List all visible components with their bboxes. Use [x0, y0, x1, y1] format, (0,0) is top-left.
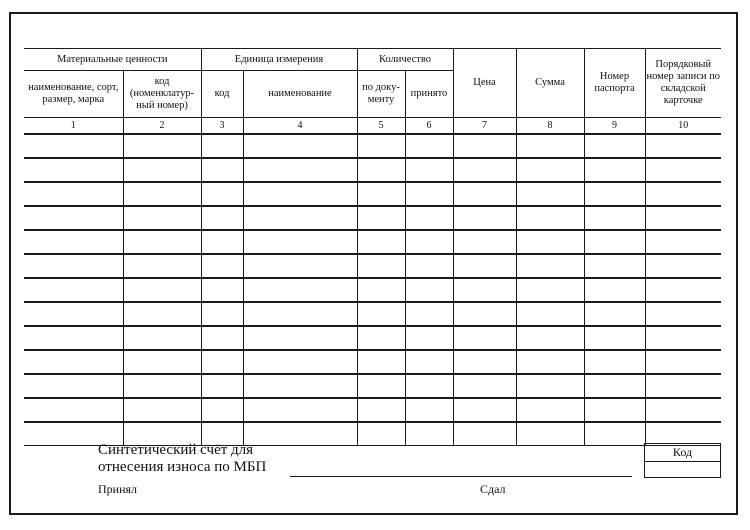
table-cell[interactable] — [453, 350, 516, 374]
table-cell[interactable] — [405, 230, 453, 254]
table-cell[interactable] — [645, 206, 721, 230]
table-cell[interactable] — [405, 350, 453, 374]
table-cell[interactable] — [201, 326, 243, 350]
table-cell[interactable] — [243, 350, 357, 374]
table-cell[interactable] — [201, 350, 243, 374]
table-cell[interactable] — [123, 134, 201, 158]
table-cell[interactable] — [357, 398, 405, 422]
footer-title-line1: Синтетический счёт для — [98, 442, 254, 458]
table-cell[interactable] — [24, 302, 123, 326]
header-price: Цена — [453, 49, 516, 118]
table-cell[interactable] — [243, 206, 357, 230]
table-cell[interactable] — [123, 206, 201, 230]
table-cell[interactable] — [516, 230, 584, 254]
table-cell[interactable] — [123, 278, 201, 302]
table-row — [24, 398, 721, 422]
table-cell[interactable] — [243, 254, 357, 278]
table-cell[interactable] — [584, 182, 645, 206]
table-cell[interactable] — [24, 254, 123, 278]
table-cell[interactable] — [243, 302, 357, 326]
table-cell[interactable] — [584, 278, 645, 302]
table-cell[interactable] — [645, 350, 721, 374]
table-cell[interactable] — [357, 134, 405, 158]
table-cell[interactable] — [584, 374, 645, 398]
table-cell[interactable] — [123, 302, 201, 326]
table-cell[interactable] — [357, 254, 405, 278]
table-cell[interactable] — [645, 398, 721, 422]
table-row — [24, 158, 721, 182]
table-cell[interactable] — [243, 182, 357, 206]
table-cell[interactable] — [201, 182, 243, 206]
table-cell[interactable] — [584, 206, 645, 230]
footer-title-line2: отнесения износа по МБП — [98, 459, 267, 475]
table-row — [24, 302, 721, 326]
table-cell[interactable] — [24, 398, 123, 422]
table-cell[interactable] — [584, 398, 645, 422]
table-cell[interactable] — [123, 254, 201, 278]
table-cell[interactable] — [201, 254, 243, 278]
table-cell[interactable] — [584, 302, 645, 326]
table-cell[interactable] — [645, 158, 721, 182]
column-number: 9 — [584, 118, 645, 135]
table-cell[interactable] — [357, 350, 405, 374]
table-cell[interactable] — [357, 422, 405, 446]
table-cell[interactable] — [453, 398, 516, 422]
table-cell[interactable] — [123, 350, 201, 374]
table-cell[interactable] — [24, 374, 123, 398]
header-card: Порядковый номер записи по складской карточке — [645, 49, 721, 118]
table-cell[interactable] — [405, 374, 453, 398]
header-unit-name: наименование — [243, 71, 357, 118]
table-cell[interactable] — [453, 182, 516, 206]
table-cell[interactable] — [24, 350, 123, 374]
table-cell[interactable] — [453, 374, 516, 398]
code-label: Код — [645, 444, 720, 462]
table-cell[interactable] — [405, 278, 453, 302]
column-number: 3 — [201, 118, 243, 135]
column-number: 6 — [405, 118, 453, 135]
table-cell[interactable] — [645, 254, 721, 278]
accepted-label: Принял — [98, 482, 138, 496]
table-row — [24, 134, 721, 158]
table-cell[interactable] — [123, 398, 201, 422]
table-cell[interactable] — [405, 302, 453, 326]
table-cell[interactable] — [405, 158, 453, 182]
column-number: 1 — [24, 118, 123, 135]
table-cell[interactable] — [516, 206, 584, 230]
table-cell[interactable] — [405, 422, 453, 446]
table-cell[interactable] — [357, 182, 405, 206]
header-code: код (номенклатур-ный номер) — [123, 71, 201, 118]
table-cell[interactable] — [645, 182, 721, 206]
footer-title — [98, 442, 266, 476]
column-number: 8 — [516, 118, 584, 135]
table-cell[interactable] — [405, 326, 453, 350]
table-cell[interactable] — [584, 254, 645, 278]
table-cell[interactable] — [201, 158, 243, 182]
table-cell[interactable] — [645, 326, 721, 350]
table-cell[interactable] — [584, 230, 645, 254]
table-row — [24, 206, 721, 230]
table-cell[interactable] — [516, 134, 584, 158]
table-cell[interactable] — [584, 158, 645, 182]
table-cell[interactable] — [453, 278, 516, 302]
table-row — [24, 326, 721, 350]
table-row — [24, 374, 721, 398]
handed-label: Сдал — [480, 482, 506, 496]
table-cell[interactable] — [584, 422, 645, 446]
table-cell[interactable] — [453, 422, 516, 446]
table-cell[interactable] — [123, 326, 201, 350]
column-number: 5 — [357, 118, 405, 135]
table-cell[interactable] — [405, 182, 453, 206]
table-cell[interactable] — [516, 374, 584, 398]
table-cell[interactable] — [405, 206, 453, 230]
table-cell[interactable] — [516, 398, 584, 422]
table-cell[interactable] — [24, 326, 123, 350]
table-cell[interactable] — [453, 254, 516, 278]
header-accepted: принято — [405, 71, 453, 118]
table-row — [24, 254, 721, 278]
table-cell[interactable] — [243, 134, 357, 158]
table-cell[interactable] — [24, 278, 123, 302]
table-cell[interactable] — [516, 302, 584, 326]
table-cell[interactable] — [405, 134, 453, 158]
table-cell[interactable] — [357, 326, 405, 350]
table-cell[interactable] — [201, 134, 243, 158]
table-cell[interactable] — [453, 326, 516, 350]
header-unit-code: код — [201, 71, 243, 118]
table-cell[interactable] — [357, 278, 405, 302]
table-cell[interactable] — [516, 278, 584, 302]
table-cell[interactable] — [243, 158, 357, 182]
table-cell[interactable] — [201, 398, 243, 422]
table-cell[interactable] — [24, 206, 123, 230]
header-name: наименование, сорт, размер, марка — [24, 71, 123, 118]
table-cell[interactable] — [645, 230, 721, 254]
table-cell[interactable] — [357, 206, 405, 230]
signature-line — [290, 476, 632, 477]
table-cell[interactable] — [516, 254, 584, 278]
table-cell[interactable] — [645, 278, 721, 302]
table-cell[interactable] — [645, 302, 721, 326]
code-box — [644, 443, 721, 478]
table-cell[interactable] — [516, 422, 584, 446]
table-cell[interactable] — [405, 398, 453, 422]
table-cell[interactable] — [201, 374, 243, 398]
column-number: 4 — [243, 118, 357, 135]
table-cell[interactable] — [645, 134, 721, 158]
column-number: 7 — [453, 118, 516, 135]
table-cell[interactable] — [357, 302, 405, 326]
table-cell[interactable] — [357, 374, 405, 398]
header-group-quantity: Количество — [357, 49, 453, 71]
materials-table — [24, 48, 721, 446]
table-cell[interactable] — [123, 230, 201, 254]
table-row — [24, 182, 721, 206]
code-value-field[interactable] — [645, 462, 720, 478]
table-cell[interactable] — [453, 230, 516, 254]
column-number: 2 — [123, 118, 201, 135]
table-cell[interactable] — [24, 134, 123, 158]
column-numbers-row — [24, 118, 721, 135]
table-row — [24, 230, 721, 254]
table-cell[interactable] — [584, 350, 645, 374]
column-number: 10 — [645, 118, 721, 135]
header-sum: Сумма — [516, 49, 584, 118]
table-cell[interactable] — [243, 326, 357, 350]
header-by-doc: по доку-менту — [357, 71, 405, 118]
table-cell[interactable] — [357, 158, 405, 182]
table-cell[interactable] — [243, 374, 357, 398]
table-cell[interactable] — [584, 134, 645, 158]
table-cell[interactable] — [243, 278, 357, 302]
table-cell[interactable] — [24, 182, 123, 206]
table-cell[interactable] — [453, 302, 516, 326]
table-cell[interactable] — [584, 326, 645, 350]
table-cell[interactable] — [123, 374, 201, 398]
table-cell[interactable] — [357, 230, 405, 254]
table-cell[interactable] — [123, 158, 201, 182]
table-cell[interactable] — [516, 158, 584, 182]
header-group-unit: Единица измерения — [201, 49, 357, 71]
table-cell[interactable] — [123, 182, 201, 206]
table-cell[interactable] — [201, 230, 243, 254]
table-cell[interactable] — [645, 422, 721, 446]
table-cell[interactable] — [516, 182, 584, 206]
table-cell[interactable] — [243, 230, 357, 254]
table-cell[interactable] — [453, 206, 516, 230]
table-cell[interactable] — [516, 350, 584, 374]
table-cell[interactable] — [201, 206, 243, 230]
table-row — [24, 278, 721, 302]
table-cell[interactable] — [201, 302, 243, 326]
table-body — [24, 134, 721, 446]
table-cell[interactable] — [24, 230, 123, 254]
table-cell[interactable] — [645, 374, 721, 398]
header-passport: Номер паспорта — [584, 49, 645, 118]
header-group-materials: Материальные ценности — [24, 49, 201, 71]
table-cell[interactable] — [453, 158, 516, 182]
table-cell[interactable] — [516, 326, 584, 350]
table-row — [24, 350, 721, 374]
table-cell[interactable] — [243, 398, 357, 422]
table-cell[interactable] — [201, 278, 243, 302]
table-cell[interactable] — [405, 254, 453, 278]
table-cell[interactable] — [453, 134, 516, 158]
table-cell[interactable] — [24, 158, 123, 182]
